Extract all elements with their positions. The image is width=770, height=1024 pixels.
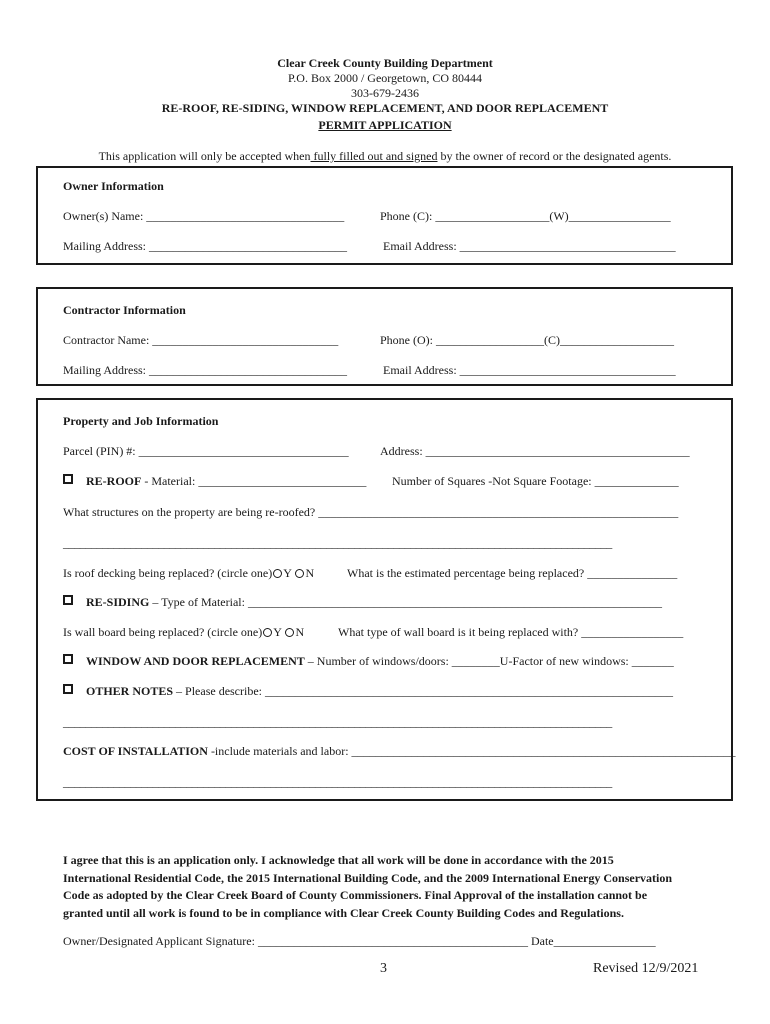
- squares-field[interactable]: Number of Squares -Not Square Footage: ______________: [392, 474, 679, 488]
- window-door-checkbox[interactable]: [63, 654, 73, 664]
- property-address-field[interactable]: Address: ____________________________________________: [380, 444, 690, 458]
- agreement-line-2: International Residential Code, the 2015 International Building Code, and the 2009 International Energy Conservation: [63, 870, 673, 885]
- contractor-name-field[interactable]: Contractor Name: _______________________________: [63, 333, 339, 347]
- reroof-checkbox[interactable]: [63, 474, 73, 484]
- structures-extra-line[interactable]: __________________________________________________________________________________________________: [63, 536, 612, 550]
- contractor-email-field[interactable]: Email Address: ____________________________________: [383, 363, 676, 377]
- cost-installation-field[interactable]: COST OF INSTALLATION -include materials and labor: ________________________________________________________________: [63, 744, 736, 758]
- agreement-line-1: I agree that this is an application only. I acknowledge that all work will be done in accordance with the 2015: [63, 853, 614, 867]
- contractor-phone-field[interactable]: Phone (O): __________________(C)___________________: [380, 333, 674, 347]
- decking-question: Is roof decking being replaced? (circle one) Y N: [63, 566, 315, 580]
- notice-text: This application will only be accepted when fully filled out and signed by the owner of record or the designated agents.: [98, 149, 672, 163]
- other-notes-checkbox[interactable]: [63, 684, 73, 694]
- percentage-field[interactable]: What is the estimated percentage being replaced? _______________: [347, 566, 678, 580]
- signature-date-field[interactable]: Owner/Designated Applicant Signature: _____________________________________________ Date_________________: [63, 934, 656, 948]
- contractor-mailing-field[interactable]: Mailing Address: _________________________________: [63, 363, 347, 377]
- decking-no-radio[interactable]: [295, 569, 304, 578]
- structures-field[interactable]: What structures on the property are being re-roofed? ____________________________________________________________: [63, 505, 679, 519]
- decking-yes-radio[interactable]: [273, 569, 282, 578]
- agreement-line-4: granted until all work is found to be in compliance with Clear Creek County Building Codes and Regulations.: [63, 905, 624, 920]
- wallboard-yes-radio[interactable]: [263, 628, 272, 637]
- cost-extra-line[interactable]: __________________________________________________________________________________________________: [63, 775, 612, 789]
- window-door-field[interactable]: WINDOW AND DOOR REPLACEMENT – Number of windows/doors: ________U-Factor of new windows: _______: [86, 654, 674, 668]
- wallboard-question: Is wall board being replaced? (circle one) Y N: [63, 625, 305, 639]
- property-info-title: Property and Job Information: [63, 414, 219, 428]
- residing-checkbox[interactable]: [63, 595, 73, 605]
- revision-date: Revised 12/9/2021: [593, 961, 699, 976]
- wallboard-no-radio[interactable]: [285, 628, 294, 637]
- owner-email-field[interactable]: Email Address: ____________________________________: [383, 239, 676, 253]
- other-notes-extra-line[interactable]: __________________________________________________________________________________________________: [63, 715, 612, 729]
- owner-mailing-field[interactable]: Mailing Address: _________________________________: [63, 239, 347, 253]
- agreement-line-3: Code as adopted by the Clear Creek Board of County Commissioners. Final Approval of the installation cannot be: [63, 888, 648, 902]
- owner-info-title: Owner Information: [63, 179, 164, 193]
- owner-phone-field[interactable]: Phone (C): ___________________(W)_________________: [380, 209, 671, 223]
- form-title: RE-ROOF, RE-SIDING, WINDOW REPLACEMENT, AND DOOR REPLACEMENT: [161, 101, 609, 115]
- department-name: Clear Creek County Building Department: [277, 56, 493, 70]
- other-notes-field[interactable]: OTHER NOTES – Please describe: ____________________________________________________________________: [86, 684, 673, 698]
- department-phone: 303-679-2436: [351, 86, 419, 100]
- owner-name-field[interactable]: Owner(s) Name: _________________________________: [63, 209, 345, 223]
- form-subtitle: PERMIT APPLICATION: [318, 118, 452, 132]
- page-number: 3: [380, 961, 387, 976]
- department-address: P.O. Box 2000 / Georgetown, CO 80444: [287, 71, 483, 85]
- parcel-pin-field[interactable]: Parcel (PIN) #: ___________________________________: [63, 444, 349, 458]
- contractor-info-title: Contractor Information: [63, 303, 186, 317]
- residing-material-field[interactable]: RE-SIDING – Type of Material: _____________________________________________________________________: [86, 595, 662, 609]
- wallboard-type-field[interactable]: What type of wall board is it being replaced with? _________________: [338, 625, 684, 639]
- agreement-text: [63, 852, 713, 922]
- reroof-material-field[interactable]: RE-ROOF - Material: ____________________________: [86, 474, 367, 488]
